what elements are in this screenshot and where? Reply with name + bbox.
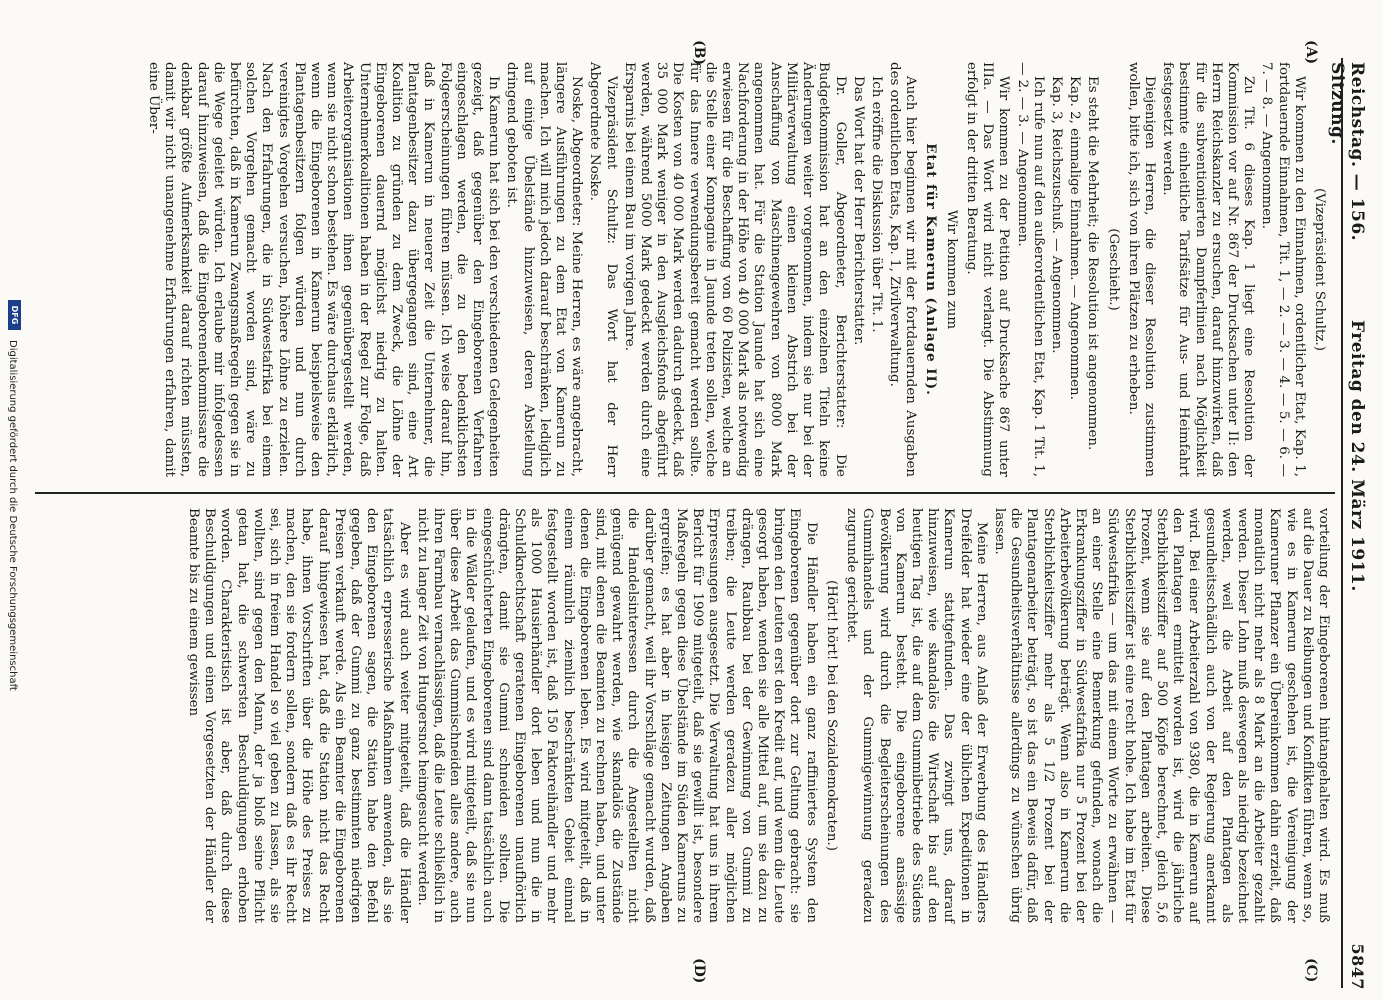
- column-divider: [35, 492, 1335, 494]
- paragraph: Wir kommen zu der Petition auf Drucksache 867 unter IIIa. — Das Wort wird nicht verlangt. Die Abstimmung erfolgt in der dritten Beratung.: [963, 62, 1012, 477]
- margin-mark-c: (C): [1303, 958, 1319, 983]
- paragraph: Dr. Goller, Abgeordneter, Berichterstatter: Die Budgetkommission hat an den einzelnen Titeln keine Änderungen weiter vorgenommen, indem sie nur bei der Militärverwaltung einen kleinen Abstrich bei der Anschaffung von Maschinengewehren von 8000 Mark angenommen hat. Für die Station Jaunde hat sich eine Nachforderung in der Höhe von 40 000 Mark als notwendig erwiesen für die Beschaffung von 60 Polizisten, welche an die Stelle einer Kompagnie in Jaunde treten sollen, welche für das Innere verwendungsbereit gemacht werden sollte. Die Kosten von 40 000 Mark werden dadurch gedeckt, daß 35 000 Mark weniger in den Ausgleichsfonds abgeführt werden, während 5000 Mark gedeckt werden durch eine Ersparnis bei einem Bau im vorigen Jahre.: [621, 62, 848, 477]
- paragraph: Wir kommen zum: [943, 209, 959, 330]
- margin-mark-d: (D): [691, 958, 707, 984]
- paragraph: Meine Herren, aus Anlaß der Erwerbung des Händlers Dreifelder hat wieder eine der üblichen Expeditionen in Kamerun stattgefunden. Das zwingt uns, darauf hinzuweisen, wie skandalös die Wirtschaft bis auf den heutigen Tag ist, die auf dem Gummibetriebe des Südens von Kamerun besteht. Die eingeborene ansässige Bevölkerung wird durch die Begleiterscheinungen des Gummihandels und der Gummigewinnung geradezu zugrunde gerichtet.: [844, 508, 989, 923]
- paragraph: Die Händler haben ein ganz raffiniertes System den Eingeborenen gegenüber dort zur Geltung gebracht: sie bringen den Leuten erst den Kredit auf, und wenn die Leute gesorgt haben, wenden sie alle Mittel auf, um sie dazu zu drängen, Raubbau bei der Gewinnung von Gummi zu treiben; die Leute werden geradezu aller möglichen Erpressungen ausgesetzt. Die Verwaltung hat uns in ihrem Bericht für 1909 mitgeteilt, daß sie gewillt ist, besondere Maßregeln gegen diese Übelstände im Süden Kameruns zu ergreifen; es hat aber in hiesigen Zeitungen Angaben darüber gemacht, weil ihr Vorschläge gemacht wurden, daß die Handelsinteressen durch die Angestellten nicht genügend gewahrt werden, wie skandalös die Zustände sind, mit denen die Beamten zu rechnen haben, und unter denen die Eingeborenen leben. Es wird mitgeteilt, daß in einem räumlich ziemlich beschränkten Gebiet einmal festgestellt worden ist, daß 150 Faktoreihändler und mehr als 1000 Hausierhändler dort leben und nun die in Schuldknechtschaft geratenen Eingeborenen unaufhörlich drängten, damit sie Gummi schneiden sollten. Die eingeschüchterten Eingeborenen sind dann tatsächlich auch in die Wälder gelaufen, und es wird mitgeteilt, daß sie nun über diese Arbeit das Gummischneiden alles andere, auch ihren Farmbau vernachlässigen, daß die Leute schließlich in nicht zu langer Zeit von Hungersnot heimgesucht werden.: [414, 508, 819, 923]
- paragraph: Diejenigen Herren, die dieser Resolution zustimmen wollen, bitte ich, sich von ihren Plätzen zu erheben.: [1125, 62, 1157, 477]
- stage-note: (Geschieht.): [1105, 228, 1121, 311]
- paragraph: Kap. 2, einmalige Einnahmen. — Angenommen.: [1067, 76, 1083, 400]
- paragraph: Wir kommen zu den Einnahmen, ordentlicher Etat, Kap. 1, fortdauernde Einnahmen, Tit. 1, — 2. — 3. — 4. — 5. — 6. — 7. — 8. — Angenommen.: [1259, 62, 1307, 477]
- section-heading: Etat für Kamerun (Anlage II).: [922, 143, 939, 396]
- page-number: 5847: [1348, 943, 1367, 990]
- paragraph: Ich rufe nun auf den außerordentlichen Etat, Kap. 1 Tit. 1, — 2. — 3. — Angenommen.: [1014, 62, 1046, 477]
- left-column: [143, 62, 1331, 477]
- paragraph: Aber es wird auch weiter mitgeteilt, daß die Händler tatsächlich erpresserische Maßnahmen anwenden, als sie den Eingeborenen sagen, die Station habe den Befehl gegeben, daß der Gummi zu ganz bestimmten niedrigen Preisen verkauft werde. Als ein Beamter die Eingeborenen darauf hingewiesen hat, daß die Station nicht das Recht habe, ihnen Vorschriften über die Höhe des Preises zu machen, den sie fordern sollen, sondern daß es ihr Recht sei, sich in freiem Handel so viel geben zu lassen, als sie wollten, sind gegen den Mann, der ja bloß seine Pflicht getan hat, die schwersten Beschuldigungen erhoben worden. Charakteristisch ist aber, daß durch diese Beschuldigungen und einen Vorgesetzten der Händler der Beamte bis zu einem gewissen: [185, 508, 412, 923]
- paragraph: Vizepräsident Schultz: Das Wort hat der Herr Abgeordnete Noske.: [587, 62, 619, 477]
- dfg-logo: DFG: [8, 300, 21, 330]
- right-column: [183, 508, 1331, 923]
- speaker-note: (Vizepräsident Schultz.): [1312, 188, 1327, 351]
- paragraph: Auch hier beginnen wir mit der fortdauernden Ausgaben des ordentlichen Etats, Kap. 1, Zivilverwaltung.: [887, 62, 919, 477]
- digitization-credit: Digitalisierung gefördert durch die Deutsche Forschungsgemeinschaft: [7, 340, 18, 691]
- header-session: Reichstag. — 156. Sitzung.: [1327, 62, 1367, 242]
- margin-mark-b: (B): [691, 40, 707, 66]
- margin-mark-a: (A): [1303, 40, 1319, 65]
- paragraph: Das Wort hat der Herr Berichterstatter.: [850, 76, 866, 346]
- stage-note: (Hört! hört! bei den Sozialdemokraten.): [823, 580, 839, 851]
- paragraph: Kap. 3, Reichszuschuß. — Angenommen.: [1048, 76, 1064, 354]
- header-date: Freitag den 24. März 1911.: [1347, 320, 1367, 592]
- paragraph: Noske, Abgeordneter: Meine Herren, es wäre angebracht, längere Ausführungen zu dem Etat von Kamerun zu machen. Ich will mich jedoch darauf beschränken, lediglich auf einige Übelstände hinzuweisen, deren Abstellung dringend geboten ist.: [504, 62, 585, 477]
- paragraph: In Kamerun hat sich bei den verschiedenen Gelegenheiten gezeigt, daß gegenüber den Eingeborenen Verfahren eingeschlagen werden, die zu den bedenklichsten Folgeerscheinungen führen müssen. Ich weise darauf hin, daß in Kamerun in neuerer Zeit die Unternehmer, die Plantagenbesitzer dazu übergegangen sind, eine Art Koalition zu gründen zu dem Zweck, die Löhne der Eingeborenen dauernd möglichst niedrig zu halten. Unternehmerkoalitionen haben in der Regel zur Folge, daß Arbeiterorganisationen ihnen gegenübergestellt werden, wenn sie nicht schon bestehen. Es wäre durchaus erklärlich, wenn die Eingeborenen in Kamerun beispielsweise den Plantagenbesitzern folgen würden und nun durch vereinigtes Vorgehen versuchen, höhere Löhne zu erzielen. Nach den Erfahrungen, die in Südwestafrika bei einem solchen Vorgehen gemacht worden sind, wäre zu befürchten, daß in Kamerun Zwangsmaßregeln gegen sie in die Wege geleitet würden. Ich erlaube mir infolgedessen darauf hinzuweisen, daß die Eingeborenenkommissare die denkbar größte Aufmerksamkeit darauf richten müssten, damit wir nicht unangenehme Erfahrungen erfahren, damit eine Über-: [145, 62, 502, 477]
- paragraph: Es steht die Mehrheit; die Resolution ist angenommen.: [1085, 76, 1101, 451]
- paragraph: vorteilung der Eingeborenen hintangehalten wird. Es muß auf die Dauer zu Reibungen und Konflikten führen, wenn so, wie es in Kamerun geschehen ist, die Vereinigung der Kameruner Pflanzer ein Übereinkommen dahin erzielt, daß monatlich nicht mehr als 8 Mark an die Arbeiter gezahlt werden. Dieser Lohn muß deswegen als niedrig bezeichnet werden, weil die Arbeit auf den Plantagen als gesundheitsschädlich auch von der Regierung anerkannt wird. Bei einer Arbeiterzahl von 9380, die in Kamerun auf den Plantagen ermittelt worden ist, wird die jährliche Sterblichkeitsziffer auf 500 Köpfe berechnet, gleich 5,6 Prozent, wenn sie auf den Plantagen arbeiten. Diese Sterblichkeitsziffer ist eine recht hohe. Ich habe im Etat für Südwestafrika — um das mit einem Worte zu erwähnen — an einer Stelle eine Bemerkung gefunden, wonach die Erkrankungsziffer in Südwestafrika nur 5 Prozent bei der Arbeiterbevölkerung beträgt. Wenn also in Kamerun die Sterblichkeitsziffer mehr als 5 1/2 Prozent bei der Plantagenarbeiter beträgt, so ist das ein Beweis dafür, daß die Gesundheitsverhältnisse allerdings zu wünschen übrig lassen.: [991, 508, 1331, 923]
- paragraph: Zu Tit. 6 dieses Kap. 1 liegt eine Resolution der Kommission vor auf Nr. 867 der Drucksachen unter II: den Herrn Reichskanzler zu ersuchen, darauf hinzuwirken, daß für die subventionierten Dampferlinien nach Möglichkeit bestimmte einheitliche Tarifsätze für Aus- und Heimfahrt festgesetzt werden.: [1160, 62, 1257, 477]
- paragraph: Ich eröffne die Diskussion über Tit. 1.: [868, 76, 884, 333]
- header-rule: [1341, 58, 1343, 988]
